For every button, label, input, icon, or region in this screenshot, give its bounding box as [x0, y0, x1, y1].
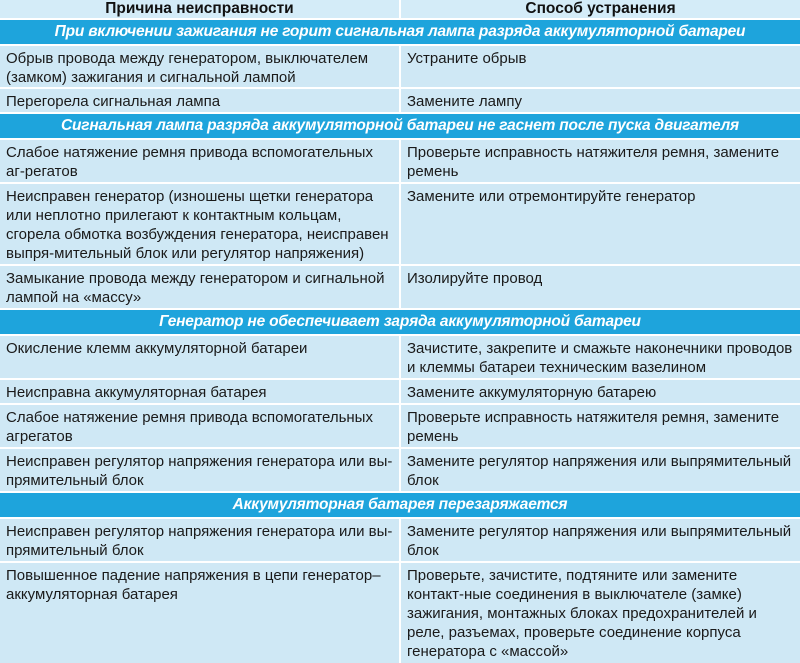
cause-cell: Замыкание провода между генератором и сигнальной лампой на «массу» [0, 266, 401, 308]
cause-cell: Слабое натяжение ремня привода вспомогательных аг-регатов [0, 140, 401, 182]
header-cause: Причина неисправности [0, 0, 401, 18]
table-row [0, 89, 800, 114]
fix-cell: Изолируйте провод [401, 266, 800, 308]
fix-cell: Замените или отремонтируйте генератор [401, 184, 800, 264]
table-row [0, 336, 800, 380]
fix-cell: Проверьте исправность натяжителя ремня, замените ремень [401, 140, 800, 182]
fix-cell: Зачистите, закрепите и смажьте наконечники проводов и клеммы батареи техническим вазелином [401, 336, 800, 378]
section-title: Сигнальная лампа разряда аккумуляторной батареи не гаснет после пуска двигателя [0, 114, 800, 140]
cause-cell: Окисление клемм аккумуляторной батареи [0, 336, 401, 378]
fix-cell: Замените лампу [401, 89, 800, 112]
section-title: Аккумуляторная батарея перезаряжается [0, 493, 800, 519]
fix-cell: Замените регулятор напряжения или выпрямительный блок [401, 519, 800, 561]
header-fix: Способ устранения [401, 0, 800, 18]
fix-cell: Замените регулятор напряжения или выпрямительный блок [401, 449, 800, 491]
table-row [0, 184, 800, 266]
table-row [0, 449, 800, 493]
cause-cell: Неисправен регулятор напряжения генератора или вы-прямительный блок [0, 519, 401, 561]
table-header [0, 0, 800, 20]
table-row [0, 519, 800, 563]
fix-cell: Замените аккумуляторную батарею [401, 380, 800, 403]
cause-cell: Обрыв провода между генератором, выключателем (замком) зажигания и сигнальной лампой [0, 46, 401, 87]
table-row [0, 380, 800, 405]
cause-cell: Неисправен регулятор напряжения генератора или вы-прямительный блок [0, 449, 401, 491]
cause-cell: Повышенное падение напряжения в цепи генератор–аккумуляторная батарея [0, 563, 401, 663]
cause-cell: Неисправен генератор (изношены щетки генератора или неплотно прилегают к контактным кольцам, сгорела обмотка возбуждения генератора, неисправен выпря-мительный блок или регулятор напряжения) [0, 184, 401, 264]
table-row [0, 266, 800, 310]
section-title: При включении зажигания не горит сигнальная лампа разряда аккумуляторной батареи [0, 20, 800, 46]
table-row [0, 140, 800, 184]
table-row [0, 563, 800, 663]
cause-cell: Неисправна аккумуляторная батарея [0, 380, 401, 403]
cause-cell: Перегорела сигнальная лампа [0, 89, 401, 112]
section-title: Генератор не обеспечивает заряда аккумуляторной батареи [0, 310, 800, 336]
fix-cell: Проверьте исправность натяжителя ремня, замените ремень [401, 405, 800, 447]
table-row [0, 46, 800, 89]
fix-cell: Проверьте, зачистите, подтяните или замените контакт-ные соединения в выключателе (замке) зажигания, монтажных блоках предохранителей и реле, разъемах, проверьте соединение корпуса генератора с «массой» [401, 563, 800, 663]
fix-cell: Устраните обрыв [401, 46, 800, 87]
cause-cell: Слабое натяжение ремня привода вспомогательных агрегатов [0, 405, 401, 447]
table-row [0, 405, 800, 449]
